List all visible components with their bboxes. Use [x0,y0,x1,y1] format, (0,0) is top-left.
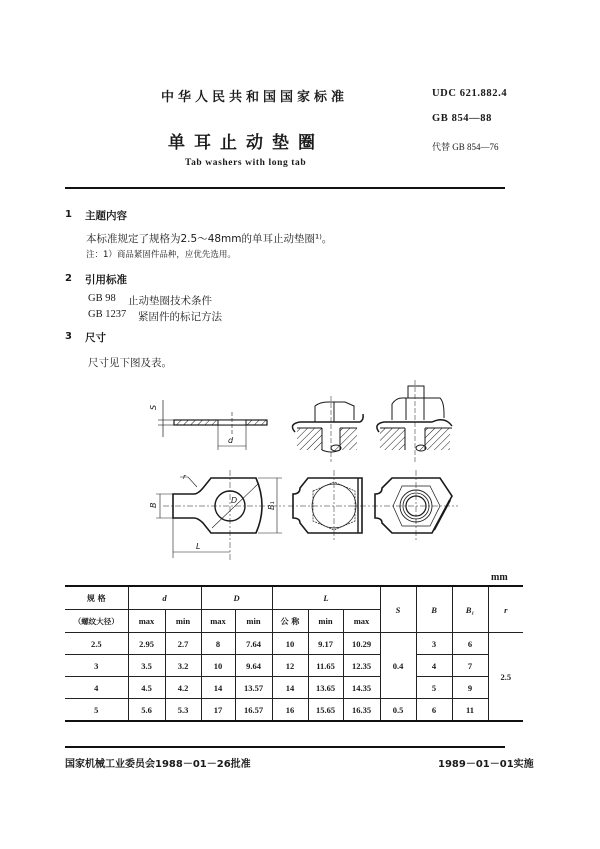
cell-B: 3 [416,633,452,655]
cell-D-max: 17 [201,699,235,722]
cell-d-min: 5.3 [165,699,201,722]
cell-L-min: 15.65 [308,699,343,722]
cell-spec: 2.5 [65,633,128,655]
header-B: B [416,586,452,633]
plan-view-washer [156,470,285,560]
cell-L-nominal: 16 [272,699,308,722]
cell-S: 0.5 [380,699,416,722]
header-L-max: max [343,610,380,633]
cell-D-min: 9.64 [235,655,272,677]
document-title-cn: 单耳止动垫圈 [168,133,324,153]
cell-L-max: 14.35 [343,677,380,699]
cell-d-min: 4.2 [165,677,201,699]
section-2-number: 2 [65,273,72,284]
section-3-title: 尺寸 [85,332,106,344]
section-1-body: 本标准规定了规格为2.5～48mm的单耳止动垫圈¹⁾。 [86,233,333,245]
dim-D-label: D [231,496,238,505]
installed-view-bolt [292,396,363,462]
header-d-max: max [128,610,165,633]
cell-spec: 5 [65,699,128,722]
cell-d-min: 2.7 [165,633,201,655]
header-B1: B₁ [452,586,488,633]
replaces-standard: 代替 GB 854—76 [432,142,499,152]
dim-B-label: B [149,502,158,508]
cell-L-nominal: 10 [272,633,308,655]
plan-view-with-bolt [288,470,372,542]
header-S: S [380,586,416,633]
cell-L-min: 13.65 [308,677,343,699]
reference-1-desc: 止动垫圈技术条件 [128,295,212,307]
cell-B: 6 [416,699,452,722]
cell-spec: 3 [65,655,128,677]
cell-S-merged: 0.4 [380,633,416,699]
udc-code: UDC 621.882.4 [432,88,508,99]
cell-B: 4 [416,655,452,677]
cell-d-max: 2.95 [128,633,165,655]
footer-divider [65,746,505,748]
cell-B: 5 [416,677,452,699]
header-L-min: min [308,610,343,633]
section-3-number: 3 [65,331,72,342]
standard-organization: 中华人民共和国国家标准 [161,90,349,105]
cell-d-min: 3.2 [165,655,201,677]
header-L: L [272,586,380,610]
section-3-body: 尺寸见下图及表。 [88,357,172,369]
cell-d-max: 3.5 [128,655,165,677]
dim-r-label: r [183,473,186,481]
effective-date: 1989－01－01实施 [438,759,534,770]
header-spec-sub: （螺纹大径） [65,610,128,633]
cell-D-max: 8 [201,633,235,655]
standard-number: GB 854—88 [432,113,492,124]
cell-r-merged: 2.5 [488,633,523,722]
reference-1-code: GB 98 [88,293,116,304]
cell-D-min: 16.57 [235,699,272,722]
table-row [65,633,523,655]
cell-L-max: 10.29 [343,633,380,655]
cell-L-nominal: 12 [272,655,308,677]
cell-B1: 11 [452,699,488,722]
cell-d-max: 5.6 [128,699,165,722]
dim-s-label: S [149,404,158,410]
cell-B1: 7 [452,655,488,677]
cell-D-min: 13.57 [235,677,272,699]
cell-D-min: 7.64 [235,633,272,655]
plan-view-with-nut [372,470,458,542]
cell-L-nominal: 14 [272,677,308,699]
cell-L-max: 12.35 [343,655,380,677]
header-L-nominal: 公 称 [272,610,308,633]
cell-L-min: 11.65 [308,655,343,677]
cell-L-min: 9.17 [308,633,343,655]
cell-L-max: 16.35 [343,699,380,722]
section-1-title: 主题内容 [85,210,127,222]
header-D: D [201,586,272,610]
cell-B1: 6 [452,633,488,655]
dim-d-label: d [228,436,234,445]
reference-2-desc: 紧固件的标记方法 [138,311,222,323]
header-D-max: max [201,610,235,633]
section-1-number: 1 [65,209,72,220]
installed-view-nut [377,380,452,462]
header-spec: 规 格 [65,586,128,610]
section-2-title: 引用标准 [85,274,127,286]
cell-D-max: 10 [201,655,235,677]
cell-B1: 9 [452,677,488,699]
header-D-min: min [235,610,272,633]
dim-B1-label: B₁ [267,501,276,510]
header-d-min: min [165,610,201,633]
section-1-note: 注：1）商品紧固件品种，应优先选用。 [86,250,236,260]
table-header-row-1 [65,586,523,610]
header-d: d [128,586,201,610]
header-r: r [488,586,523,633]
table-unit: mm [491,572,508,583]
cell-D-max: 14 [201,677,235,699]
dim-L-label: L [196,542,201,551]
document-title-en: Tab washers with long tab [185,158,307,168]
approval-date: 国家机械工业委员会1988－01－26批准 [65,759,251,770]
dimensions-table [65,585,523,722]
table-row [65,677,523,699]
cell-spec: 4 [65,677,128,699]
cell-d-max: 4.5 [128,677,165,699]
table-row [65,699,523,722]
section-view [158,400,267,450]
table-row [65,655,523,677]
reference-2-code: GB 1237 [88,309,127,320]
